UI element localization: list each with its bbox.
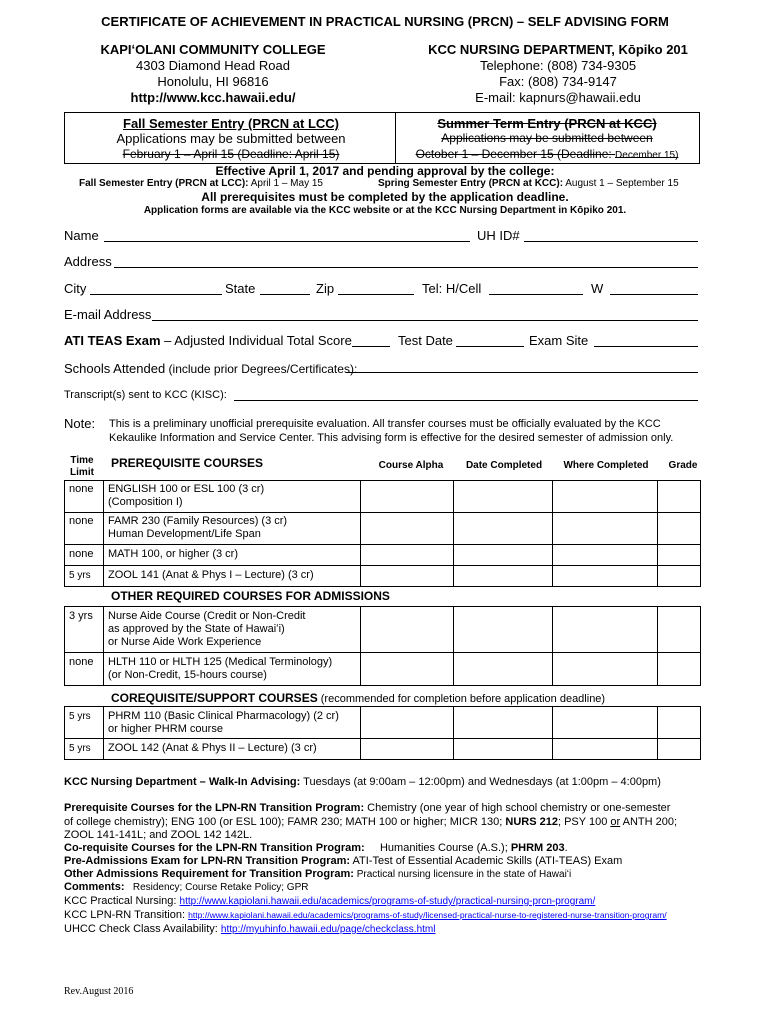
lpn-rn-other (64, 868, 571, 880)
course-line1: FAMR 230 (Family Resources) (3 cr) (108, 515, 288, 527)
lpn-prereq-text3: ZOOL 141-141L; and ZOOL 142 142L. (64, 829, 253, 841)
lpn-prereq-label: Prerequisite Courses for the LPN-RN Transition Program: (64, 802, 365, 814)
table-row (65, 566, 701, 587)
comments-text: Residency; Course Retake Policy; GPR (124, 882, 309, 893)
note-label: Note: (64, 416, 96, 431)
schools-label-note: (include prior Degrees/Certificates): (165, 362, 358, 376)
ati-exam-label: ATI TEAS Exam (64, 333, 161, 348)
time-limit-cell (65, 739, 104, 760)
time-limit: 5 yrs (69, 570, 91, 581)
effective-fall (79, 178, 323, 189)
course-line1: HLTH 110 or HLTH 125 (Medical Terminology) (108, 656, 333, 668)
summer-entry-title: Summer Term Entry (PRCN at KCC) (437, 116, 657, 131)
where-completed-cell[interactable] (553, 653, 658, 686)
coreq-heading-row (111, 689, 605, 707)
lpn-other-text: Practical nursing licensure in the state of Hawaiʻi (353, 869, 572, 880)
uhcc-link-row (64, 923, 435, 935)
uhcc-link-label: UHCC Check Class Availability: (64, 923, 221, 935)
ati-score-field[interactable] (352, 346, 390, 347)
revision-date: Rev.August 2016 (64, 986, 134, 997)
coreq-note: (recommended for completion before application deadline) (317, 693, 606, 705)
course-alpha-cell[interactable] (361, 607, 454, 653)
lpn-coreq-text: Humanities Course (A.S.); (364, 842, 511, 854)
uhcc-link[interactable]: http://myuhinfo.hawaii.edu/page/checkclass.html (220, 924, 436, 935)
time-limit: 3 yrs (69, 610, 93, 622)
ati-label (64, 333, 352, 348)
table-row (65, 653, 701, 686)
course-line2: as approved by the State of Hawaiʻi) (108, 623, 285, 635)
tel-field[interactable] (489, 294, 583, 295)
other-required-table (64, 606, 701, 686)
course-cell (104, 545, 361, 566)
time-limit-cell (65, 566, 104, 587)
course-cell (104, 607, 361, 653)
uhid-field[interactable] (524, 241, 698, 242)
col-grade: Grade (668, 460, 698, 471)
where-completed-cell[interactable] (553, 607, 658, 653)
schools-label-main: Schools Attended (64, 361, 166, 376)
date-completed-cell[interactable] (454, 545, 553, 566)
course-cell (104, 513, 361, 545)
where-completed-cell[interactable] (553, 707, 658, 739)
table-row (65, 513, 701, 545)
course-line2: (Composition I) (108, 496, 183, 508)
grade-cell[interactable] (658, 545, 701, 566)
work-phone-label: W (591, 281, 604, 296)
coreq-heading: COREQUISITE/SUPPORT COURSES (111, 691, 318, 705)
course-alpha-cell[interactable] (361, 545, 454, 566)
dept-name: KCC NURSING DEPARTMENT, Kōpiko 201 (428, 42, 688, 57)
name-label: Name (64, 228, 99, 243)
transcripts-label: Transcript(s) sent to KCC (KISC): (64, 389, 227, 401)
course-line1: Nurse Aide Course (Credit or Non-Credit (108, 610, 306, 622)
col-course-alpha: Course Alpha (378, 460, 444, 471)
state-field[interactable] (260, 294, 310, 295)
summer-entry-line2b: December 15) (615, 150, 679, 161)
page-title: CERTIFICATE OF ACHIEVEMENT IN PRACTICAL NURSING (PRCN) – SELF ADVISING FORM (101, 14, 669, 29)
time-limit: 5 yrs (69, 743, 91, 754)
test-date-field[interactable] (456, 346, 524, 347)
prereq-deadline-note: All prerequisites must be completed by the application deadline. (201, 190, 569, 204)
lpn-rn-exam (64, 855, 622, 867)
where-completed-cell[interactable] (553, 545, 658, 566)
exam-site-field[interactable] (594, 346, 698, 347)
course-line2: (or Non-Credit, 15-hours course) (108, 669, 267, 681)
course-cell (104, 566, 361, 587)
table-row (65, 607, 701, 653)
lpn-exam-label: Pre-Admissions Exam for LPN-RN Transition Program: (64, 855, 351, 867)
lpn-prereq-nurs: NURS 212 (505, 815, 558, 828)
time-limit-header-1: Time (70, 455, 94, 466)
forms-note: Application forms are available via the KCC website or at the KCC Nursing Department in Kōpiko 201. (143, 205, 627, 216)
exam-site-label: Exam Site (529, 333, 589, 348)
course-line1: ENGLISH 100 or ESL 100 (3 cr) (108, 483, 265, 495)
coreq-table (64, 706, 701, 760)
course-line2: Human Development/Life Span (108, 528, 261, 540)
tel-label: Tel: H/Cell (422, 281, 482, 296)
dept-phone: Telephone: (808) 734-9305 (479, 58, 637, 73)
course-alpha-cell[interactable] (361, 513, 454, 545)
effective-spring (378, 178, 679, 189)
col-date-completed: Date Completed (465, 460, 543, 471)
time-limit: none (69, 656, 94, 668)
course-line1: ZOOL 141 (Anat & Phys I – Lecture) (3 cr) (108, 569, 314, 581)
note-line1: This is a preliminary unofficial prerequisite evaluation. All transfer courses must be officially evaluated by the KCC (109, 418, 661, 430)
fall-entry-line2: February 1 – April 15 (Deadline: April 15) (122, 147, 340, 161)
table-row (65, 739, 701, 760)
grade-cell[interactable] (658, 607, 701, 653)
where-completed-cell[interactable] (553, 739, 658, 760)
date-completed-cell[interactable] (454, 481, 553, 513)
date-completed-cell[interactable] (454, 739, 553, 760)
date-completed-cell[interactable] (454, 513, 553, 545)
zip-label: Zip (316, 281, 335, 296)
note-line2: Kekaulike Information and Service Center. This advising form is effective for the desired semester of admission only. (109, 432, 674, 444)
lpn-coreq-phrm: PHRM 203 (510, 842, 565, 854)
table-row (65, 545, 701, 566)
lpn-coreq-label: Co-requisite Courses for the LPN-RN Transition Program: (64, 842, 365, 854)
walk-in-advising (64, 776, 661, 788)
summer-entry-line2 (396, 147, 698, 161)
email-label: E-mail Address (64, 307, 152, 322)
lpnrn-link-label: KCC LPN-RN Transition: (64, 909, 189, 921)
time-limit: 5 yrs (69, 711, 91, 722)
grade-cell[interactable] (658, 481, 701, 513)
advising-label: KCC Nursing Department – Walk-In Advising: (64, 776, 301, 788)
course-line1: PHRM 110 (Basic Clinical Pharmacology) (2 cr) (108, 710, 339, 722)
col-where-completed: Where Completed (563, 460, 649, 471)
time-limit: none (69, 548, 94, 560)
lpn-exam-text: ATI-Test of Essential Academic Skills (ATI-TEAS) Exam (350, 855, 623, 867)
uhid-label: UH ID# (477, 228, 520, 243)
pn-link-label: KCC Practical Nursing: (64, 895, 180, 907)
address-field[interactable] (114, 267, 698, 268)
grade-cell[interactable] (658, 739, 701, 760)
email-field[interactable] (152, 320, 698, 321)
time-limit-header-2: Limit (70, 467, 94, 478)
summer-entry-line1: Applications may be submitted between (441, 131, 653, 145)
time-limit-cell (65, 513, 104, 545)
lpn-coreq-end: . (564, 842, 568, 854)
lpnrn-link[interactable]: http://www.kapiolani.hawaii.edu/academics/programs-of-study/licensed-practical-nurse-to-registered-nurse-transition-program/ (188, 910, 667, 920)
course-alpha-cell[interactable] (361, 566, 454, 587)
transcripts-field[interactable] (234, 400, 698, 401)
lpn-prereq-text1: Chemistry (one year of high school chemistry or one-semester (364, 802, 671, 814)
comments-label: Comments: (64, 881, 125, 893)
lpn-rn-coreq (64, 842, 568, 854)
lpn-other-label: Other Admissions Requirement for Transition Program: (64, 868, 354, 880)
where-completed-cell[interactable] (553, 566, 658, 587)
lpn-prereq-text2a: of college chemistry); ENG 100 (or ESL 100); FAMR 230; MATH 100 or higher; MICR 130; (64, 815, 506, 828)
prereq-table (64, 480, 701, 587)
work-phone-field[interactable] (610, 294, 698, 295)
fall-entry-title: Fall Semester Entry (PRCN at LCC) (123, 116, 339, 131)
schools-field[interactable] (346, 372, 698, 373)
other-required-heading: OTHER REQUIRED COURSES FOR ADMISSIONS (111, 589, 390, 603)
course-alpha-cell[interactable] (361, 481, 454, 513)
college-address-1: 4303 Diamond Head Road (136, 58, 290, 73)
course-cell (104, 481, 361, 513)
city-field[interactable] (90, 294, 222, 295)
college-address-2: Honolulu, HI 96816 (157, 74, 269, 89)
college-name: KAPIʻOLANI COMMUNITY COLLEGE (100, 42, 326, 57)
table-row (65, 707, 701, 739)
course-cell (104, 739, 361, 760)
course-cell (104, 653, 361, 686)
prereq-heading: PREREQUISITE COURSES (111, 456, 264, 470)
effective-fall-label: Fall Semester Entry (PRCN at LCC): (79, 178, 249, 189)
summer-entry-line2a: October 1 – December 15 (Deadline: (415, 147, 612, 161)
lpnrn-link-row (64, 909, 667, 921)
lpn-prereq-or: or (610, 815, 621, 828)
course-alpha-cell[interactable] (361, 739, 454, 760)
where-completed-cell[interactable] (553, 513, 658, 545)
advising-hours: Tuesdays (at 9:00am – 12:00pm) and Wednesdays (at 1:00pm – 4:00pm) (300, 776, 661, 788)
time-limit: none (69, 515, 94, 527)
course-alpha-cell[interactable] (361, 653, 454, 686)
dept-fax: Fax: (808) 734-9147 (499, 74, 617, 89)
lpn-rn-prereq (64, 802, 714, 843)
date-completed-cell[interactable] (454, 653, 553, 686)
effective-spring-label: Spring Semester Entry (PRCN at KCC): (378, 178, 564, 189)
pn-link-row (64, 895, 595, 907)
ati-score-label: – Adjusted Individual Total Score (160, 333, 352, 348)
test-date-label: Test Date (398, 333, 453, 348)
fall-entry-line1: Applications may be submitted between (116, 131, 346, 146)
time-limit-cell (65, 607, 104, 653)
time-limit: none (69, 483, 94, 495)
grade-cell[interactable] (658, 653, 701, 686)
effective-spring-dates: August 1 – September 15 (563, 178, 679, 189)
course-line1: ZOOL 142 (Anat & Phys II – Lecture) (3 cr) (108, 742, 317, 754)
course-cell (104, 707, 361, 739)
course-line2: or higher PHRM course (108, 723, 223, 735)
grade-cell[interactable] (658, 566, 701, 587)
note-label-text: Note (64, 416, 92, 431)
college-url[interactable]: http://www.kcc.hawaii.edu/ (130, 90, 296, 105)
table-row (65, 481, 701, 513)
grade-cell[interactable] (658, 513, 701, 545)
where-completed-cell[interactable] (553, 481, 658, 513)
course-line1: MATH 100, or higher (3 cr) (108, 548, 239, 560)
date-completed-cell[interactable] (454, 707, 553, 739)
course-alpha-cell[interactable] (361, 707, 454, 739)
course-line3: or Nurse Aide Work Experience (108, 636, 262, 648)
time-limit-cell (65, 707, 104, 739)
time-limit-cell (65, 545, 104, 566)
time-limit-cell (65, 653, 104, 686)
name-field[interactable] (104, 241, 470, 242)
schools-label (64, 360, 357, 378)
lpn-prereq-text2c: ANTH 200; (620, 815, 678, 828)
time-limit-cell (65, 481, 104, 513)
effective-line: Effective April 1, 2017 and pending approval by the college: (215, 164, 555, 178)
zip-field[interactable] (338, 294, 414, 295)
pn-link[interactable]: http://www.kapiolani.hawaii.edu/academics/programs-of-study/practical-nursing-prcn-program/ (179, 896, 596, 907)
address-label: Address (64, 254, 112, 269)
dept-email: E-mail: kapnurs@hawaii.edu (475, 90, 641, 105)
effective-fall-dates: April 1 – May 15 (248, 178, 323, 189)
date-completed-cell[interactable] (454, 607, 553, 653)
date-completed-cell[interactable] (454, 566, 553, 587)
comments (64, 881, 308, 893)
grade-cell[interactable] (658, 707, 701, 739)
city-label: City (64, 281, 87, 296)
state-label: State (225, 281, 256, 296)
lpn-prereq-text2b: ; PSY 100 (557, 815, 611, 828)
